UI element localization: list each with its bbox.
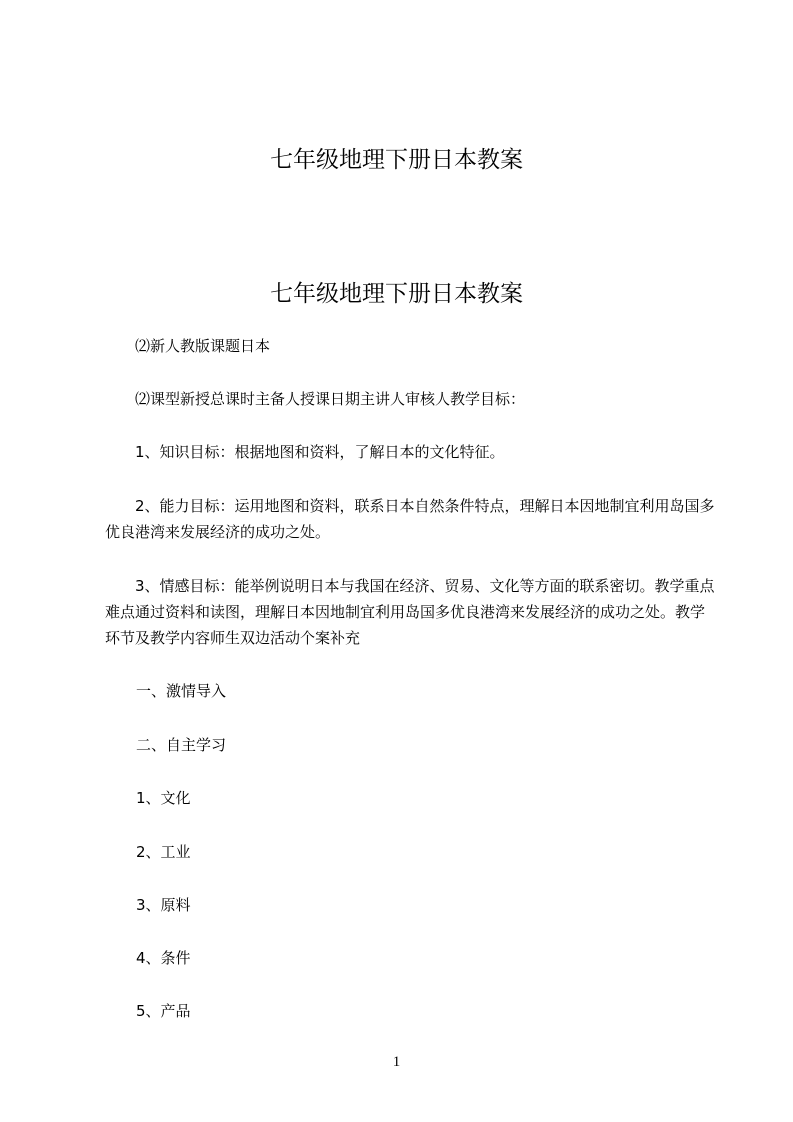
header-title: 七年级地理下册日本教案	[270, 147, 523, 173]
paragraph-knowledge-goal: 1、知识目标：根据地图和资料，了解日本的文化特征。	[135, 443, 505, 461]
list-item: 5、产品	[136, 1002, 191, 1020]
paragraph-lesson-info: ⑵课型新授总课时主备人授课日期主讲人审核人教学目标：	[135, 390, 526, 408]
page-number: 1	[392, 1054, 401, 1070]
list-item: 一、激情导入	[136, 682, 227, 700]
list-item: 3、原料	[136, 896, 191, 914]
list-item: 4、条件	[136, 949, 191, 967]
list-item: 1、文化	[136, 789, 191, 807]
paragraph-ability-goal: 2、能力目标：运用地图和资料，联系日本自然条件特点，理解日本因地制宜利用岛国多优良港湾来发展经济的成功之处。	[105, 497, 715, 541]
paragraph-emotion-goal: 3、情感目标：能举例说明日本与我国在经济、贸易、文化等方面的联系密切。教学重点难点通过资料和读图，理解日本因地制宜利用岛国多优良港湾来发展经济的成功之处。教学环节及教学内容师生双边活动个案补充	[105, 577, 715, 647]
list-item: 2、工业	[136, 843, 191, 861]
paragraph-subject: ⑵新人教版课题日本	[135, 337, 271, 355]
page-title: 七年级地理下册日本教案	[270, 281, 523, 307]
list-item: 二、自主学习	[136, 736, 227, 754]
